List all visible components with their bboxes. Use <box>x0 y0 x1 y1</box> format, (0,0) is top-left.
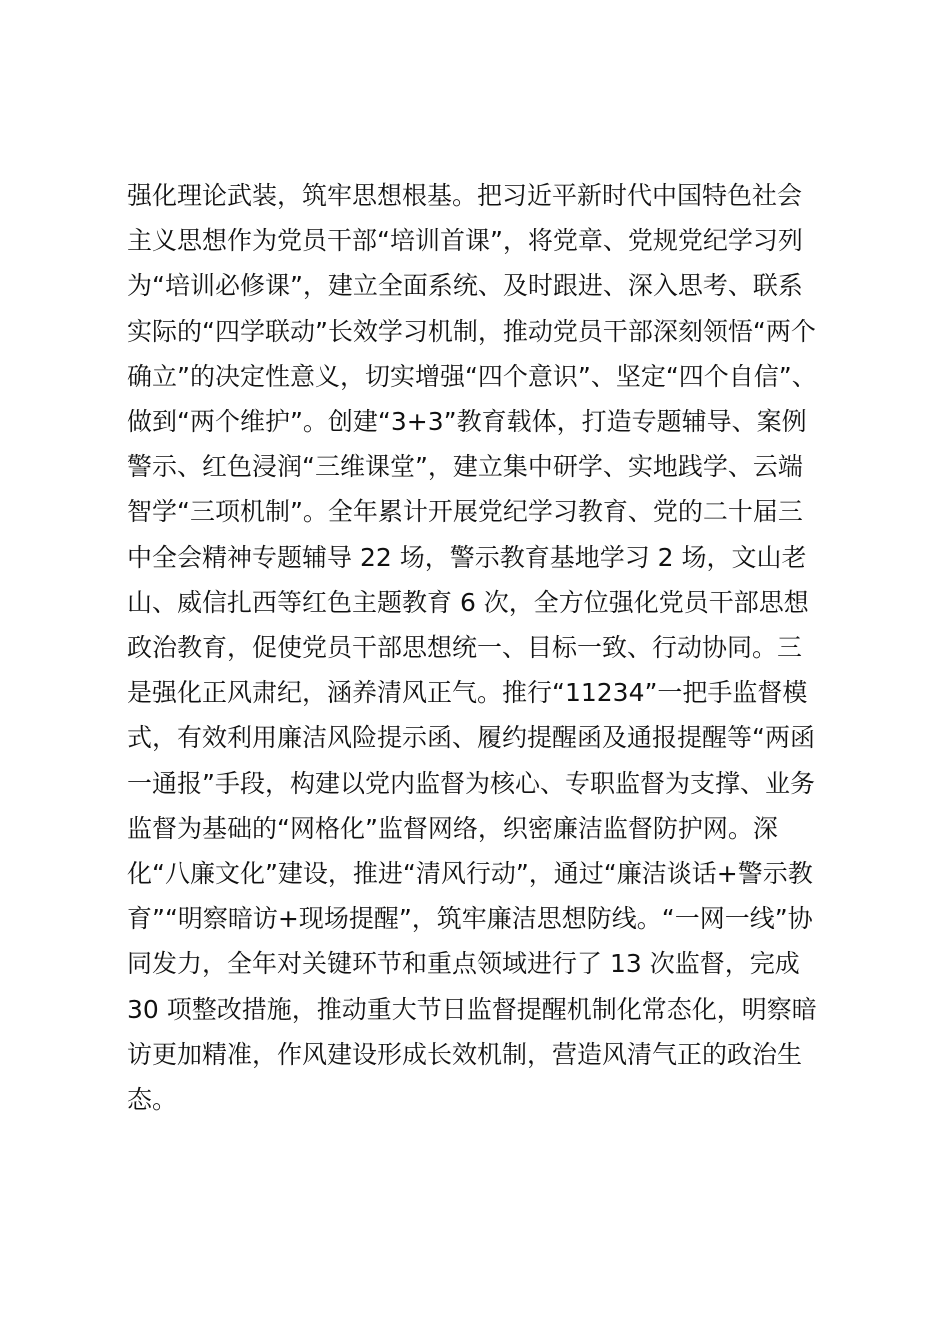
body-paragraph <box>127 173 847 1122</box>
paragraph-line: 同发力，全年对关键环节和重点领域进行了 13 次监督，完成 <box>127 949 800 979</box>
paragraph-line: 山、威信扎西等红色主题教育 6 次，全方位强化党员干部思想 <box>127 587 809 617</box>
paragraph-line: 为“培训必修课”，建立全面系统、及时跟进、深入思考、联系 <box>127 271 803 301</box>
paragraph-line: 30 项整改措施，推动重大节日监督提醒机制化常态化，明察暗 <box>127 994 817 1024</box>
paragraph-line: 政治教育，促使党员干部思想统一、目标一致、行动协同。三 <box>127 633 803 663</box>
paragraph-line: 育”“明察暗访+现场提醒”，筑牢廉洁思想防线。“一网一线”协 <box>127 904 813 934</box>
paragraph-line: 做到“两个维护”。创建“3+3”教育载体，打造专题辅导、案例 <box>127 407 807 437</box>
paragraph-line: 强化理论武装，筑牢思想根基。把习近平新时代中国特色社会 <box>127 181 803 210</box>
paragraph-line: 中全会精神专题辅导 22 场，警示教育基地学习 2 场，文山老 <box>127 542 807 572</box>
paragraph-line: 确立”的决定性意义，切实增强“四个意识”、坚定“四个自信”、 <box>127 361 817 391</box>
paragraph-line: 监督为基础的“网格化”监督网络，织密廉洁监督防护网。深 <box>127 813 778 843</box>
paragraph-line: 警示、红色浸润“三维课堂”，建立集中研学、实地践学、云端 <box>127 452 803 482</box>
paragraph-line: 化“八廉文化”建设，推进“清风行动”，通过“廉洁谈话+警示教 <box>127 859 813 889</box>
paragraph-line: 访更加精准，作风建设形成长效机制，营造风清气正的政治生 <box>127 1039 803 1069</box>
paragraph-line: 实际的“四学联动”长效学习机制，推动党员干部深刻领悟“两个 <box>127 316 816 346</box>
paragraph-line: 式，有效利用廉洁风险提示函、履约提醒函及通报提醒等“两函 <box>127 723 815 753</box>
paragraph-line: 态。 <box>127 1085 178 1115</box>
paragraph-line: 智学“三项机制”。全年累计开展党纪学习教育、党的二十届三 <box>127 497 803 527</box>
paragraph-line: 主义思想作为党员干部“培训首课”，将党章、党规党纪学习列 <box>127 226 803 256</box>
paragraph-line: 一通报”手段，构建以党内监督为核心、专职监督为支撑、业务 <box>127 768 815 798</box>
paragraph-line: 是强化正风肃纪，涵养清风正气。推行“11234”一把手监督模 <box>127 678 808 708</box>
